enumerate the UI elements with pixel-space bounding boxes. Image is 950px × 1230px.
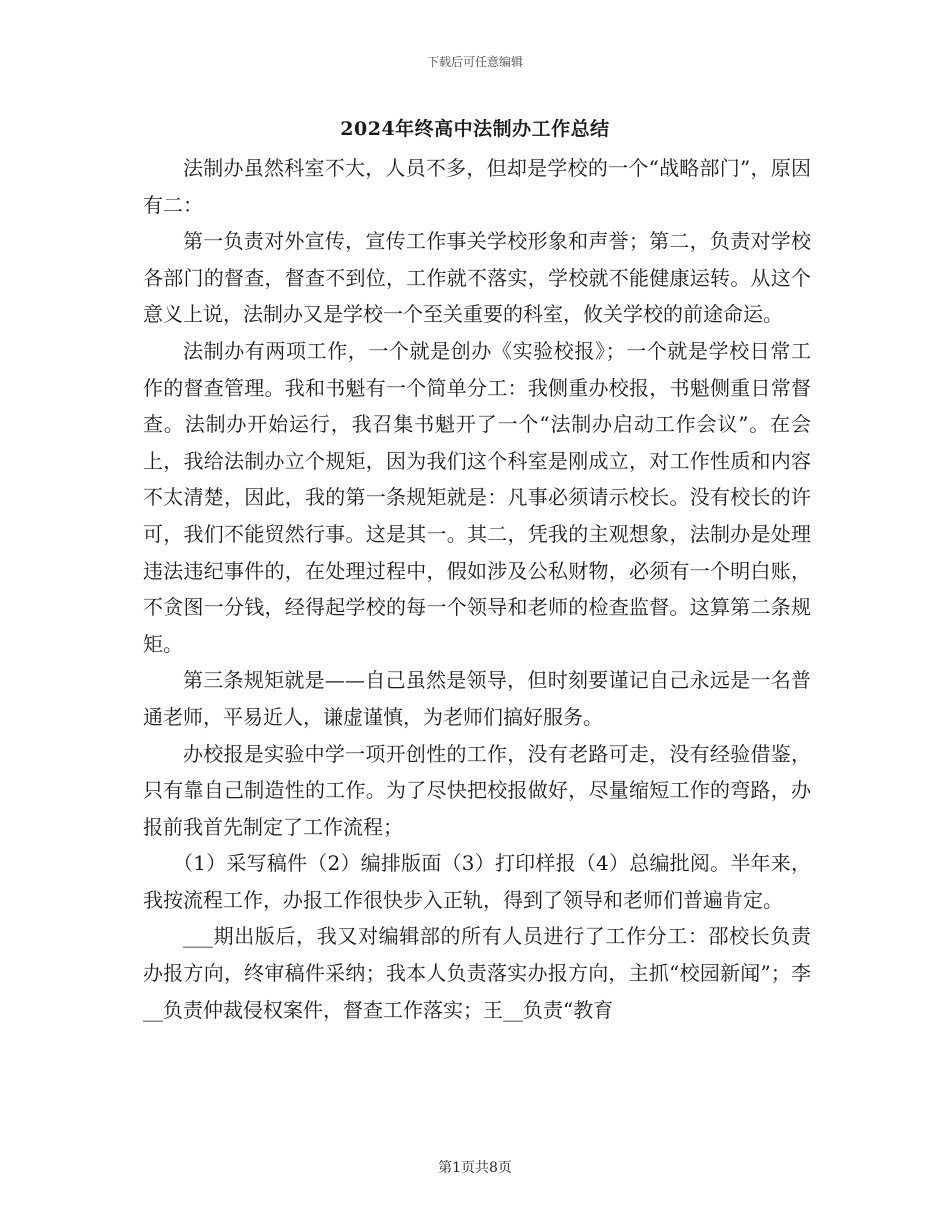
paragraph-division-of-labor: ___期出版后，我又对编辑部的所有人员进行了工作分工：邵校长负责办报方向，终审稿件采纳；我本人负责落实办报方向，主抓“校园新闻”；李__负责仲裁侵权案件，督查工作落实；王__负责“教育 (143, 924, 811, 1022)
document-title: 2024年终高中法制办工作总结 (340, 118, 610, 140)
paragraph-workflow-steps: （1）采写稿件（2）编排版面（3）打印样报（4）总编批阅。半年来，我按流程工作，办报工作很快步入正轨，得到了领导和老师们普遍肯定。 (143, 851, 811, 912)
paragraph-responsibilities: 第一负责对外宣传，宣传工作事关学校形象和声誉；第二，负责对学校各部门的督查，督查不到位，工作就不落实，学校就不能健康运转。从这个意义上说，法制办又是学校一个至关重要的科室，攸关学校的前途命运。 (143, 229, 811, 327)
page-header-note: 下载后可任意编辑 (426, 55, 523, 69)
paragraph-two-tasks: 法制办有两项工作，一个就是创办《实验校报》；一个就是学校日常工作的督查管理。我和书魁有一个简单分工：我侧重办校报，书魁侧重日常督查。法制办开始运行，我召集书魁开了一个“法制办启动工作会议”。在会上，我给法制办立个规矩，因为我们这个科室是刚成立，对工作性质和内容不太清楚，因此，我的第一条规矩就是：凡事必须请示校长。没有校长的许可，我们不能贸然行事。这是其一。其二，凭我的主观想象，法制办是处理违法违纪事件的，在处理过程中，假如涉及公私财物，必须有一个明白账，不贪图一分钱，经得起学校的每一个领导和老师的检查监督。这算第二条规矩。 (143, 338, 811, 656)
page-number-footer: 第1页共8页 (438, 1160, 512, 1176)
paragraph-intro: 法制办虽然科室不大，人员不多，但却是学校的一个“战略部门”，原因有二： (143, 156, 811, 217)
paragraph-school-paper: 办校报是实验中学一项开创性的工作，没有老路可走，没有经验借鉴，只有靠自己制造性的工作。为了尽快把校报做好，尽量缩短工作的弯路，办报前我首先制定了工作流程； (143, 741, 811, 839)
paragraph-third-rule: 第三条规矩就是——自己虽然是领导，但时刻要谨记自己永远是一名普通老师，平易近人，谦虚谨慎，为老师们搞好服务。 (143, 668, 811, 729)
document-body (143, 150, 811, 1028)
